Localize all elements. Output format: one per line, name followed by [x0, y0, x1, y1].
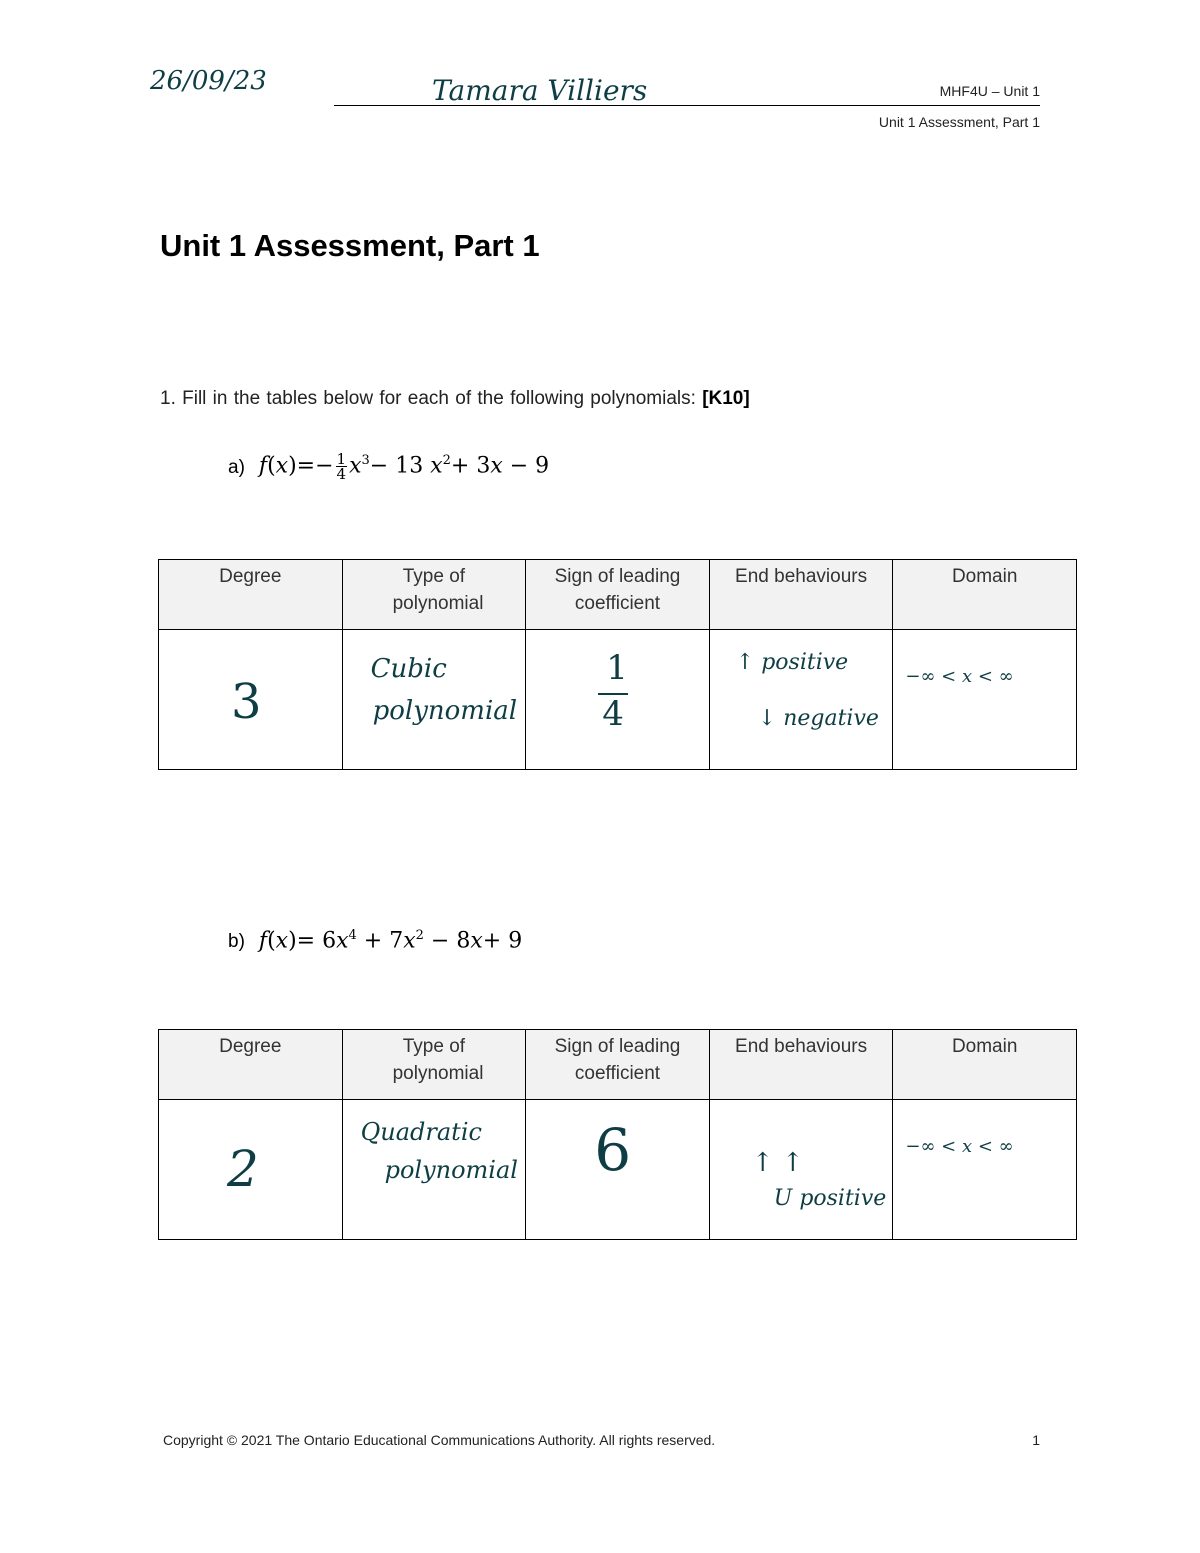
col-degree: Degree [159, 560, 343, 630]
col-degree: Degree [159, 1030, 343, 1100]
page-title: Unit 1 Assessment, Part 1 [160, 228, 540, 263]
answer-domain-cell[interactable] [893, 1100, 1077, 1240]
answer-end-arrows: ↑ ↑ [751, 1148, 804, 1178]
answer-end-line2: U positive [773, 1186, 887, 1211]
question-1 [160, 388, 750, 410]
col-end-behaviours: End behaviours [709, 1030, 893, 1100]
col-type: Type of polynomial [342, 1030, 526, 1100]
col-end-behaviours: End behaviours [709, 560, 893, 630]
question-text: 1. Fill in the tables below for each of the following polynomials: [160, 388, 696, 409]
equation-a: a) f(x)=− $\frac{1}{4}$ $x^3- 13$ $x^2+ 3x - 9$ [228, 450, 550, 483]
answer-sign: 6 [594, 1116, 632, 1184]
equation-b: b) $f(x)= 6x^4 + 7x^2 - 8x+ 9$ [228, 928, 523, 954]
handwritten-date: 26/09/23 [150, 66, 267, 96]
answer-degree: 3 [231, 674, 262, 730]
answer-type-line2: polynomial [384, 1156, 518, 1184]
handwritten-student-name: Tamara Villiers [432, 74, 648, 107]
answer-degree-cell[interactable] [159, 1100, 343, 1240]
col-domain: Domain [893, 1030, 1077, 1100]
header-rule [334, 105, 1040, 106]
answer-end-behaviour-cell[interactable] [709, 1100, 893, 1240]
answer-domain-cell[interactable] [893, 630, 1077, 770]
answer-type-line2: polynomial [372, 696, 518, 726]
answer-degree: 2 [227, 1140, 259, 1198]
answer-end-line1: ↑ positive [735, 650, 849, 675]
answer-sign-denominator: 4 [602, 694, 624, 734]
answer-type-cell[interactable] [342, 1100, 526, 1240]
page-number: 1 [1032, 1432, 1040, 1448]
answer-end-behaviour-cell[interactable] [709, 630, 893, 770]
answer-domain: −∞ < x < ∞ [905, 1136, 1014, 1157]
answer-type-cell[interactable] [342, 630, 526, 770]
col-domain: Domain [893, 560, 1077, 630]
answer-sign-numerator: 1 [606, 648, 628, 688]
answer-domain: −∞ < x < ∞ [905, 666, 1014, 687]
table-row [159, 630, 1077, 770]
col-type: Type of polynomial [342, 560, 526, 630]
answer-sign-cell[interactable] [526, 630, 710, 770]
table-header-row [159, 560, 1077, 630]
answer-degree-cell[interactable] [159, 630, 343, 770]
col-sign: Sign of leading coefficient [526, 560, 710, 630]
answer-end-line2: ↓ negative [757, 706, 879, 731]
footer-copyright: Copyright © 2021 The Ontario Educational Communications Authority. All rights reserved. [163, 1432, 716, 1448]
table-part-a [158, 559, 1077, 770]
header-course: MHF4U – Unit 1 [939, 83, 1040, 99]
answer-sign-cell[interactable] [526, 1100, 710, 1240]
table-row [159, 1100, 1077, 1240]
part-a-label: a) [228, 456, 245, 478]
table-header-row [159, 1030, 1077, 1100]
header-subtitle: Unit 1 Assessment, Part 1 [878, 114, 1040, 130]
answer-type-line1: Quadratic [360, 1118, 482, 1146]
table-part-b [158, 1029, 1077, 1240]
question-marks: [K10] [702, 388, 750, 409]
part-b-label: b) [228, 931, 245, 953]
col-sign: Sign of leading coefficient [526, 1030, 710, 1100]
answer-type-line1: Cubic [370, 654, 447, 684]
